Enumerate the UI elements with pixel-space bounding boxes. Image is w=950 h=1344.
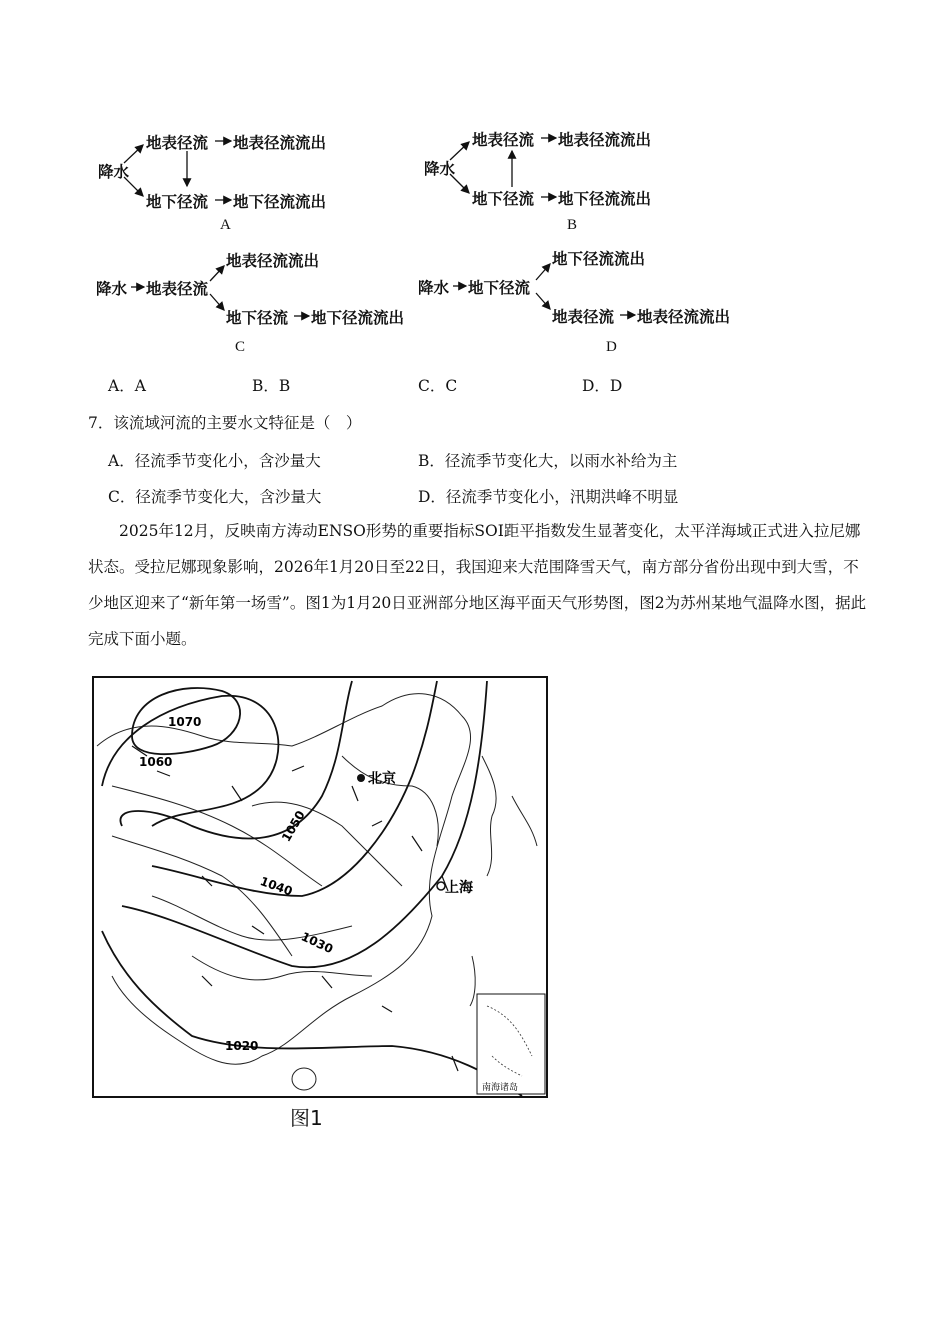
diagram-d-label: D <box>606 339 617 355</box>
arrow <box>124 145 143 163</box>
ground-runoff-label: 地下径流 <box>226 309 289 327</box>
ground-outflow-label: 地下径流流出 <box>311 309 405 327</box>
surface-outflow-label: 地表径流流出 <box>558 131 652 149</box>
q7-stem: 7．该流域河流的主要水文特征是（ ） <box>88 414 362 432</box>
q7-option-b[interactable]: B．径流季节变化大，以雨水补给为主 <box>418 452 678 470</box>
q7-option-c[interactable]: C．径流季节变化大，含沙量大 <box>108 488 322 506</box>
surface-runoff-label: 地表径流 <box>472 131 535 149</box>
ground-outflow-label: 地下径流流出 <box>558 190 652 208</box>
isobar-label-1060: 1060 <box>139 755 173 769</box>
ground-outflow-label: 地下径流流出 <box>552 250 646 268</box>
surface-runoff-label: 地表径流 <box>146 134 209 152</box>
surface-runoff-label: 地表径流 <box>146 280 209 298</box>
isobar-label-1040: 1040 <box>258 874 295 899</box>
surface-outflow-label: 地表径流流出 <box>637 308 731 326</box>
ground-runoff-label: 地下径流 <box>468 279 531 297</box>
arrow <box>124 177 143 196</box>
inset-label: 南海诸岛 <box>482 1083 519 1093</box>
isobar-label-1070: 1070 <box>168 715 202 729</box>
figure-1-caption: 图1 <box>290 1106 323 1130</box>
surface-runoff-label: 地表径流 <box>552 308 615 326</box>
diagram-arrows <box>0 0 950 380</box>
q7-option-a[interactable]: A．径流季节变化小，含沙量大 <box>108 452 321 470</box>
q7-option-d[interactable]: D．径流季节变化小，汛期洪峰不明显 <box>418 488 679 506</box>
diagram-b-label: B <box>567 217 578 233</box>
precip-label: 降水 <box>96 280 128 298</box>
arrow <box>210 294 224 310</box>
ground-runoff-label: 地下径流 <box>146 193 209 211</box>
isobar-label-1050: 1050 <box>278 808 308 845</box>
precip-label: 降水 <box>98 163 130 181</box>
q6-option-b[interactable]: B．B <box>252 377 291 395</box>
q6-option-c[interactable]: C．C <box>418 377 458 395</box>
diagram-c-label: C <box>235 339 246 355</box>
weather-map <box>92 676 548 1098</box>
arrow <box>450 142 469 160</box>
ground-runoff-label: 地下径流 <box>472 190 535 208</box>
precip-label: 降水 <box>418 279 450 297</box>
surface-outflow-label: 地表径流流出 <box>226 252 320 270</box>
arrow <box>450 174 469 193</box>
ground-outflow-label: 地下径流流出 <box>233 193 327 211</box>
surface-outflow-label: 地表径流流出 <box>233 134 327 152</box>
isobar-label-1020: 1020 <box>225 1039 259 1053</box>
q6-option-d[interactable]: D．D <box>582 377 623 395</box>
q6-option-a[interactable]: A．A <box>108 377 146 395</box>
arrow <box>536 264 550 280</box>
precip-label: 降水 <box>424 160 456 178</box>
south-china-sea-inset <box>477 994 545 1094</box>
isobar-label-1030: 1030 <box>298 929 336 957</box>
diagram-a-label: A <box>220 217 231 233</box>
city-shanghai: 上海 <box>445 880 473 896</box>
passage-text: 2025年12月，反映南方涛动ENSO形势的重要指标SOI距平指数发生显著变化，太平洋海域正式进入拉尼娜状态。受拉尼娜现象影响，2026年1月20日至22日，我国迎来大范围降雪天气，南方部分省份出现中到大雪，不少地区迎来了“新年第一场雪”。图1为1月20日亚洲部分地区海平面天气形势图，图2为苏州某地气温降水图，据此完成下面小题。 <box>88 522 867 648</box>
arrow <box>210 266 224 281</box>
beijing-marker <box>357 774 365 782</box>
city-beijing: 北京 <box>368 771 396 787</box>
shanghai-marker <box>437 882 445 890</box>
arrow <box>536 293 550 309</box>
